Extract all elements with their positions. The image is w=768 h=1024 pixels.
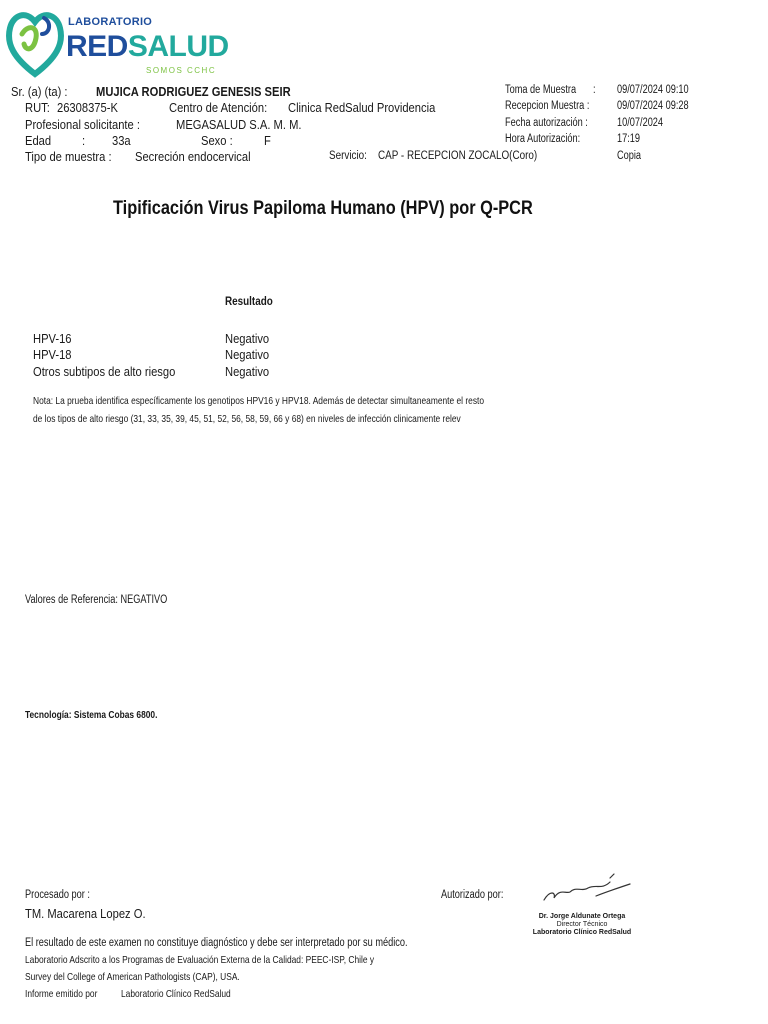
logo-salud: SALUD — [127, 30, 229, 63]
edad-colon: : — [82, 133, 86, 148]
logo-tagline: SOMOS CCHC — [146, 66, 217, 75]
report-title: Tipificación Virus Papiloma Humano (HPV) por Q-PCR — [113, 198, 533, 219]
issued-label: Informe emitido por — [25, 988, 98, 1000]
signer-lab: Laboratorio Clínico RedSalud — [532, 929, 632, 936]
logo-laboratorio: LABORATORIO — [68, 16, 153, 28]
servicio-label: Servicio: — [329, 150, 367, 162]
reference-values: Valores de Referencia: NEGATIVO — [25, 594, 168, 606]
toma-colon: : — [593, 84, 596, 96]
procesado-label: Procesado por : — [25, 889, 90, 901]
recepcion-value: 09/07/2024 09:28 — [617, 100, 689, 112]
tipo-value: Secreción endocervical — [135, 149, 251, 164]
disclaimer-line: Survey del College of American Pathologists (CAP), USA. — [25, 971, 240, 983]
result-name: HPV-18 — [33, 347, 72, 362]
toma-label: Toma de Muestra — [505, 84, 577, 96]
signer-name: Dr. Jorge Aldunate Ortega — [538, 913, 626, 920]
result-value: Negativo — [225, 331, 270, 346]
result-value: Negativo — [225, 347, 270, 362]
signer-role: Director Técnico — [556, 921, 608, 928]
logo-red: RED — [66, 30, 128, 63]
logo-wordmark — [66, 30, 229, 64]
disclaimer-line: Laboratorio Adscrito a los Programas de Evaluación Externa de la Calidad: PEEC-ISP, Chile y — [25, 954, 375, 966]
fecha-value: 10/07/2024 — [617, 117, 664, 129]
tipo-label: Tipo de muestra : — [25, 149, 112, 164]
hora-label: Hora Autorización: — [505, 133, 581, 145]
signature-icon — [540, 870, 632, 910]
patient-name: MUJICA RODRIGUEZ GENESIS SEIR — [96, 84, 291, 99]
edad-value: 33a — [112, 133, 131, 148]
centro-label: Centro de Atención: — [169, 100, 268, 115]
sexo-value: F — [264, 133, 271, 148]
copia-label: Copia — [617, 150, 642, 162]
result-name: Otros subtipos de alto riesgo — [33, 364, 176, 379]
result-header: Resultado — [225, 296, 273, 308]
toma-value: 09/07/2024 09:10 — [617, 84, 689, 96]
procesado-name: TM. Macarena Lopez O. — [25, 906, 146, 921]
disclaimer-line: El resultado de este examen no constituye diagnóstico y debe ser interpretado por su médico. — [25, 937, 408, 949]
hora-value: 17:19 — [617, 133, 641, 145]
edad-label: Edad — [25, 133, 52, 148]
issued-by: Laboratorio Clínico RedSalud — [121, 988, 231, 1000]
result-name: HPV-16 — [33, 331, 72, 346]
servicio-value: CAP - RECEPCION ZOCALO(Coro) — [378, 150, 538, 162]
rut-value: 26308375-K — [57, 100, 118, 115]
centro-value: Clinica RedSalud Providencia — [288, 100, 436, 115]
autorizado-label: Autorizado por: — [441, 889, 504, 901]
note-line-1: Nota: La prueba identifica específicamente los genotipos HPV16 y HPV18. Además de detectar simultaneamente el resto — [33, 395, 485, 407]
sexo-label: Sexo : — [201, 133, 233, 148]
rut-label: RUT: — [25, 100, 50, 115]
prof-label: Profesional solicitante : — [25, 117, 140, 132]
recepcion-label: Recepcion Muestra : — [505, 100, 590, 112]
technology: Tecnología: Sistema Cobas 6800. — [25, 709, 158, 721]
sr-label: Sr. (a) (ta) : — [11, 84, 68, 99]
heart-logo-icon — [4, 4, 66, 78]
result-value: Negativo — [225, 364, 270, 379]
signature-block — [522, 913, 642, 937]
prof-value: MEGASALUD S.A. M. M. — [176, 117, 302, 132]
fecha-label: Fecha autorización : — [505, 117, 588, 129]
note-line-2: de los tipos de alto riesgo (31, 33, 35, 39, 45, 51, 52, 56, 58, 59, 66 y 68) en niveles de infección clinicamente relev — [33, 413, 461, 425]
